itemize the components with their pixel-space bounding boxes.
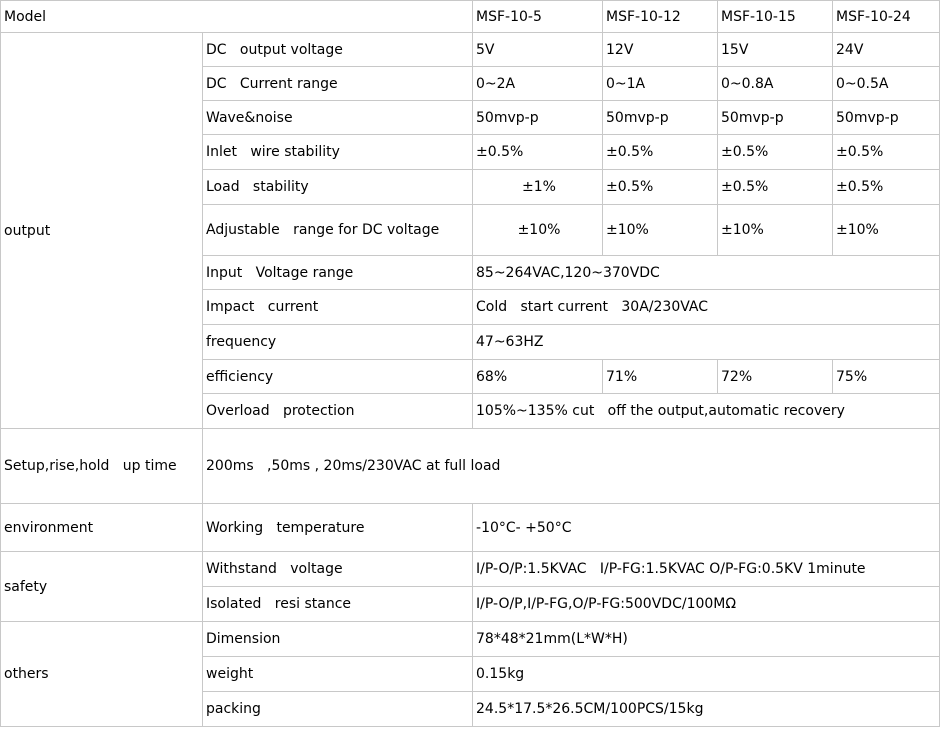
cell: 15V: [718, 33, 833, 67]
cell: ±10%: [473, 205, 603, 256]
cell: ±1%: [473, 170, 603, 205]
row-label: packing: [203, 692, 473, 727]
table-row: [1, 504, 940, 552]
model-col-4: MSF-10-24: [833, 1, 940, 33]
output-group-label: output: [1, 33, 203, 429]
cell: I/P-O/P:1.5KVAC I/P-FG:1.5KVAC O/P-FG:0.5KV 1minute: [473, 552, 940, 587]
cell: 71%: [603, 360, 718, 394]
cell: 0~0.8A: [718, 67, 833, 101]
cell: 50mvp-p: [603, 101, 718, 135]
row-label: Inlet wire stability: [203, 135, 473, 170]
row-label: efficiency: [203, 360, 473, 394]
row-label: Working temperature: [203, 504, 473, 552]
row-label: Withstand voltage: [203, 552, 473, 587]
cell: 0.15kg: [473, 657, 940, 692]
row-label: DC Current range: [203, 67, 473, 101]
cell: 68%: [473, 360, 603, 394]
cell: ±0.5%: [833, 170, 940, 205]
cell: 0~2A: [473, 67, 603, 101]
row-label: Dimension: [203, 622, 473, 657]
table-row: [1, 429, 940, 504]
cell: 72%: [718, 360, 833, 394]
row-label: Adjustable range for DC voltage: [203, 205, 473, 256]
table-row: [1, 552, 940, 587]
cell: 5V: [473, 33, 603, 67]
model-col-2: MSF-10-12: [603, 1, 718, 33]
row-label: frequency: [203, 325, 473, 360]
row-label: Isolated resi stance: [203, 587, 473, 622]
cell: 12V: [603, 33, 718, 67]
cell: 75%: [833, 360, 940, 394]
cell: 47~63HZ: [473, 325, 940, 360]
header-row: [1, 1, 940, 33]
cell: ±10%: [718, 205, 833, 256]
row-label: Input Voltage range: [203, 256, 473, 290]
cell: 0~1A: [603, 67, 718, 101]
model-col-1: MSF-10-5: [473, 1, 603, 33]
model-col-3: MSF-10-15: [718, 1, 833, 33]
model-header: Model: [1, 1, 473, 33]
cell: ±0.5%: [603, 135, 718, 170]
row-label: Overload protection: [203, 394, 473, 429]
cell: ±0.5%: [603, 170, 718, 205]
cell: 200ms ,50ms , 20ms/230VAC at full load: [203, 429, 940, 504]
cell: ±0.5%: [718, 170, 833, 205]
row-label: weight: [203, 657, 473, 692]
environment-group-label: environment: [1, 504, 203, 552]
setup-group-label: Setup,rise,hold up time: [1, 429, 203, 504]
cell: ±10%: [603, 205, 718, 256]
row-label: DC output voltage: [203, 33, 473, 67]
row-label: Load stability: [203, 170, 473, 205]
others-group-label: others: [1, 622, 203, 727]
table-row: [1, 33, 940, 67]
table-row: [1, 622, 940, 657]
cell: 0~0.5A: [833, 67, 940, 101]
cell: 50mvp-p: [473, 101, 603, 135]
cell: ±0.5%: [473, 135, 603, 170]
row-label: Impact current: [203, 290, 473, 325]
safety-group-label: safety: [1, 552, 203, 622]
cell: 105%~135% cut off the output,automatic recovery: [473, 394, 940, 429]
cell: 24.5*17.5*26.5CM/100PCS/15kg: [473, 692, 940, 727]
cell: ±10%: [833, 205, 940, 256]
cell: 50mvp-p: [833, 101, 940, 135]
cell: -10°C- +50°C: [473, 504, 940, 552]
row-label: Wave&noise: [203, 101, 473, 135]
cell: Cold start current 30A/230VAC: [473, 290, 940, 325]
cell: 78*48*21mm(L*W*H): [473, 622, 940, 657]
cell: I/P-O/P,I/P-FG,O/P-FG:500VDC/100MΩ: [473, 587, 940, 622]
cell: ±0.5%: [718, 135, 833, 170]
cell: ±0.5%: [833, 135, 940, 170]
cell: 50mvp-p: [718, 101, 833, 135]
cell: 85~264VAC,120~370VDC: [473, 256, 940, 290]
cell: 24V: [833, 33, 940, 67]
